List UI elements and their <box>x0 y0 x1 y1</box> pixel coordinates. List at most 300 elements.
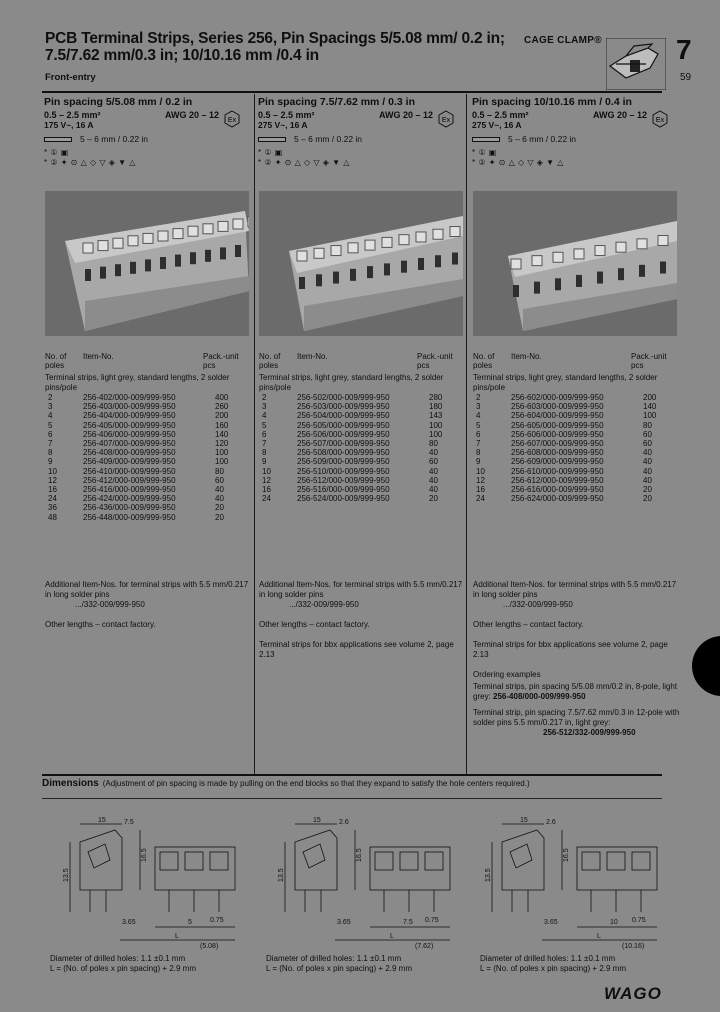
dimension-drawing-2 <box>275 812 475 952</box>
item-table-1 <box>45 352 250 522</box>
clamp-slot <box>235 245 241 257</box>
poles: 3 <box>262 402 267 412</box>
dim-offset: 0.75 <box>210 917 224 924</box>
poles: 12 <box>48 475 57 485</box>
clamp-slot <box>401 261 407 273</box>
table-row <box>45 457 250 466</box>
clamp-slot <box>639 265 645 277</box>
pack-unit: 20 <box>643 494 652 504</box>
item-no: 256-448/000-009/999-950 <box>83 512 176 522</box>
pack-unit: 280 <box>429 393 443 402</box>
rating: 175 V~, 16 A <box>44 120 94 130</box>
clamp-slot <box>145 259 151 271</box>
pack-unit: 20 <box>643 485 652 495</box>
clamp-lever <box>595 246 605 256</box>
pack-unit: 200 <box>643 393 657 402</box>
clamp-lever <box>348 243 358 253</box>
terminal-clamp-icon <box>606 38 666 90</box>
pack-unit: 180 <box>429 402 443 412</box>
strip-length-icon <box>258 137 286 142</box>
col-poles: No. of poles <box>473 352 495 370</box>
pack-unit: 40 <box>643 457 652 467</box>
dimensions-rule <box>42 774 662 776</box>
item-no: 256-609/000-009/999-950 <box>511 457 604 467</box>
poles: 48 <box>48 512 57 522</box>
dim-pitch: 10 <box>610 919 618 926</box>
table-row <box>473 457 678 466</box>
clamp-lever <box>233 219 243 229</box>
poles: 6 <box>262 429 267 439</box>
wire-range: 0.5 – 2.5 mm² <box>44 110 101 120</box>
col-poles: No. of poles <box>259 352 281 370</box>
poles: 2 <box>262 393 267 402</box>
approvals-line-1: * ① ▣ <box>44 148 69 157</box>
notes-column-2 <box>259 580 469 670</box>
pack-unit: 160 <box>215 420 229 430</box>
approvals-line-2: * ② ✦ ⊙ △ ◇ ▽ ◈ ▼ △ <box>472 158 564 167</box>
item-no: 256-409/000-009/999-950 <box>83 457 176 467</box>
ordering-example-1: Terminal strips, pin spacing 5/5.08 mm/0.2 in, 8-pole, light grey: <box>473 682 678 701</box>
dim-alt: (5.08) <box>200 943 219 950</box>
dimensions-underline <box>42 798 662 799</box>
poles: 8 <box>48 448 53 458</box>
poles: 8 <box>262 448 267 458</box>
item-no: 256-412/000-009/999-950 <box>83 475 176 485</box>
poles: 7 <box>48 439 53 449</box>
page-subtitle: Front-entry <box>45 72 96 83</box>
clamp-slot <box>452 253 458 265</box>
pack-unit: 80 <box>215 466 224 476</box>
poles: 6 <box>476 429 481 439</box>
pin-spacing-heading: Pin spacing 5/5.08 mm / 0.2 in <box>44 96 193 108</box>
clamp-slot <box>205 250 211 262</box>
approvals-line-2: * ② ✦ ⊙ △ ◇ ▽ ◈ ▼ △ <box>258 158 350 167</box>
pack-unit: 200 <box>215 411 229 421</box>
front-clamp <box>210 852 228 870</box>
length-formula: L = (No. of poles x pin spacing) + 2.9 mm <box>480 964 626 973</box>
dim-mid: 13.5 <box>63 868 70 882</box>
pack-unit: 260 <box>215 402 229 412</box>
dim-offset: 0.75 <box>632 917 646 924</box>
clamp-lever <box>188 226 198 236</box>
pack-unit: 40 <box>429 448 438 458</box>
notes-column-1 <box>45 580 255 640</box>
dim-height: 16.5 <box>356 848 363 862</box>
front-view <box>370 847 450 890</box>
poles: 10 <box>262 466 271 476</box>
strip-length: 5 – 6 mm / 0.22 in <box>80 134 149 144</box>
strip-length: 5 – 6 mm / 0.22 in <box>294 134 363 144</box>
table-row <box>259 439 464 448</box>
clamp-lever <box>399 235 409 245</box>
table-row <box>45 503 250 512</box>
item-no: 256-424/000-009/999-950 <box>83 494 176 504</box>
col-pack: Pack.-unit pcs <box>203 352 239 370</box>
clamp-lever <box>658 235 668 245</box>
dim-length-label: L <box>390 933 394 940</box>
table-row <box>259 430 464 439</box>
clamp-lever <box>98 241 108 251</box>
approvals-line-2: * ② ✦ ⊙ △ ◇ ▽ ◈ ▼ △ <box>44 158 136 167</box>
pack-unit: 20 <box>215 512 224 522</box>
clamp-slot <box>316 274 322 286</box>
clamp-slot <box>660 261 666 273</box>
ordering-title: Ordering examples <box>473 670 541 679</box>
clamp-lever <box>365 240 375 250</box>
table-row <box>45 476 250 485</box>
rating: 275 V~, 16 A <box>472 120 522 130</box>
pack-unit: 100 <box>429 420 443 430</box>
table-row <box>473 393 678 402</box>
ordering-code-1: 256-408/000-009/999-950 <box>493 692 586 701</box>
bbx-note: Terminal strips for bbx applications see volume 2, page 2.13 <box>473 640 668 659</box>
other-lengths-note: Other lengths – contact factory. <box>45 620 156 629</box>
poles: 16 <box>48 485 57 495</box>
pack-unit: 60 <box>429 457 438 467</box>
dimensions-title: Dimensions <box>42 778 99 789</box>
dim-pin: 3.65 <box>122 919 136 926</box>
ex-hexagon-icon <box>651 110 669 128</box>
pack-unit: 60 <box>643 429 652 439</box>
table-row <box>259 457 464 466</box>
item-no: 256-524/000-009/999-950 <box>297 494 390 504</box>
table-row <box>259 421 464 430</box>
item-no: 256-403/000-009/999-950 <box>83 402 176 412</box>
approvals-line-1: * ① ▣ <box>258 148 283 157</box>
front-view <box>155 847 235 890</box>
front-clamp <box>375 852 393 870</box>
pack-unit: 40 <box>215 494 224 504</box>
dim-alt: (10.16) <box>622 943 645 950</box>
poles: 16 <box>476 485 485 495</box>
table-row <box>45 448 250 457</box>
dim-height: 16.5 <box>141 848 148 862</box>
dim-pin: 3.65 <box>544 919 558 926</box>
pack-unit: 40 <box>643 475 652 485</box>
front-clamp <box>607 852 625 870</box>
clamp-slot <box>190 252 196 264</box>
column-divider <box>254 94 255 774</box>
other-lengths-note: Other lengths – contact factory. <box>259 620 370 629</box>
drill-note-3 <box>480 954 710 974</box>
strip-length-icon <box>44 137 72 142</box>
item-no: 256-502/000-009/999-950 <box>297 393 390 402</box>
table-row <box>45 485 250 494</box>
dimension-drawing-3 <box>482 812 682 952</box>
item-no: 256-509/000-009/999-950 <box>297 457 390 467</box>
table-description: Terminal strips, light grey, standard lengths, 2 solder pins/pole <box>259 373 444 392</box>
col-item: Item-No. <box>511 352 542 361</box>
poles: 3 <box>48 402 53 412</box>
awg-range: AWG 20 – 12 <box>592 110 647 120</box>
item-no: 256-503/000-009/999-950 <box>297 402 390 412</box>
pack-unit: 40 <box>643 448 652 458</box>
item-no: 256-408/000-009/999-950 <box>83 448 176 458</box>
pack-unit: 400 <box>215 393 229 402</box>
clamp-slot <box>115 264 121 276</box>
chapter-number: 7 <box>676 34 692 65</box>
additional-code: .../332-009/999-950 <box>75 600 145 609</box>
poles: 7 <box>262 439 267 449</box>
table-row <box>473 402 678 411</box>
pack-unit: 20 <box>429 494 438 504</box>
clamp-slot <box>618 268 624 280</box>
poles: 24 <box>476 494 485 504</box>
col-poles: No. of poles <box>45 352 67 370</box>
strip-length: 5 – 6 mm / 0.22 in <box>508 134 577 144</box>
clamp-slot <box>576 275 582 287</box>
front-clamp <box>160 852 178 870</box>
clamp-slot <box>100 267 106 279</box>
ex-hexagon-icon <box>437 110 455 128</box>
drill-diameter: Diameter of drilled holes: 1.1 ±0.1 mm <box>50 954 186 963</box>
product-photo-2 <box>259 191 463 336</box>
clamp-lever <box>382 237 392 247</box>
poles: 10 <box>476 466 485 476</box>
table-row <box>473 494 678 503</box>
table-row <box>45 402 250 411</box>
svg-text:Ex: Ex <box>227 117 237 124</box>
pack-unit: 120 <box>215 439 229 449</box>
approvals-line-1: * ① ▣ <box>472 148 497 157</box>
clamp-slot <box>418 258 424 270</box>
front-clamp <box>582 852 600 870</box>
clamp-outline <box>303 844 325 868</box>
clamp-slot <box>130 262 136 274</box>
item-no: 256-505/000-009/999-950 <box>297 420 390 430</box>
dim-length-label: L <box>597 933 601 940</box>
drill-note-2 <box>266 954 496 974</box>
strip-length-icon <box>472 137 500 142</box>
drill-note-1 <box>50 954 280 974</box>
pack-unit: 40 <box>643 466 652 476</box>
poles: 12 <box>262 475 271 485</box>
clamp-slot <box>160 257 166 269</box>
item-no: 256-410/000-009/999-950 <box>83 466 176 476</box>
svg-text:Ex: Ex <box>655 117 665 124</box>
pack-unit: 80 <box>643 420 652 430</box>
clamp-slot <box>220 247 226 259</box>
dim-side: 2.6 <box>339 819 349 826</box>
item-no: 256-402/000-009/999-950 <box>83 393 176 402</box>
clamp-lever <box>574 249 584 259</box>
length-formula: L = (No. of poles x pin spacing) + 2.9 mm <box>266 964 412 973</box>
item-no: 256-602/000-009/999-950 <box>511 393 604 402</box>
clamp-lever <box>553 252 563 262</box>
wire-range: 0.5 – 2.5 mm² <box>472 110 529 120</box>
item-no: 256-607/000-009/999-950 <box>511 439 604 449</box>
page-title: PCB Terminal Strips, Series 256, Pin Spacings 5/5.08 mm/ 0.2 in; 7.5/7.62 mm/0.3 in; 10/10.16 mm /0.4 in <box>45 30 505 64</box>
poles: 36 <box>48 503 57 513</box>
item-no: 256-406/000-009/999-950 <box>83 429 176 439</box>
ordering-code-2: 256-512/332-009/999-950 <box>543 728 636 737</box>
clamp-lever <box>218 221 228 231</box>
table-row <box>473 430 678 439</box>
poles: 12 <box>476 475 485 485</box>
table-row <box>45 467 250 476</box>
item-no: 256-510/000-009/999-950 <box>297 466 390 476</box>
clamp-lever <box>532 256 542 266</box>
page-number: 59 <box>680 72 692 83</box>
table-row <box>259 476 464 485</box>
other-lengths-note: Other lengths – contact factory. <box>473 620 584 629</box>
clamp-lever <box>128 236 138 246</box>
item-no: 256-516/000-009/999-950 <box>297 485 390 495</box>
table-row <box>259 393 464 402</box>
table-row <box>473 485 678 494</box>
additional-code: .../332-009/999-950 <box>503 600 573 609</box>
table-row <box>45 439 250 448</box>
item-no: 256-506/000-009/999-950 <box>297 429 390 439</box>
table-row <box>259 402 464 411</box>
item-no: 256-608/000-009/999-950 <box>511 448 604 458</box>
pack-unit: 40 <box>429 485 438 495</box>
clamp-slot <box>597 272 603 284</box>
product-photo-3 <box>473 191 677 336</box>
clamp-lever <box>297 251 307 261</box>
item-no: 256-612/000-009/999-950 <box>511 475 604 485</box>
clamp-lever <box>113 238 123 248</box>
item-no: 256-504/000-009/999-950 <box>297 411 390 421</box>
dim-offset: 0.75 <box>425 917 439 924</box>
clamp-slot <box>555 278 561 290</box>
pack-unit: 100 <box>215 448 229 458</box>
clamp-slot <box>350 269 356 281</box>
clamp-lever <box>637 239 647 249</box>
additional-note: Additional Item-Nos. for terminal strips with 5.5 mm/0.217 in long solder pins <box>45 580 249 599</box>
item-no: 256-606/000-009/999-950 <box>511 429 604 439</box>
additional-note: Additional Item-Nos. for terminal strips with 5.5 mm/0.217 in long solder pins <box>259 580 463 599</box>
pack-unit: 60 <box>215 475 224 485</box>
front-clamp <box>425 852 443 870</box>
dim-pin: 3.65 <box>337 919 351 926</box>
front-clamp <box>185 852 203 870</box>
col-pack: Pack.-unit pcs <box>631 352 667 370</box>
poles: 9 <box>48 457 53 467</box>
wire-range: 0.5 – 2.5 mm² <box>258 110 315 120</box>
dim-top: 15 <box>520 817 528 824</box>
dim-mid: 13.5 <box>278 868 285 882</box>
item-no: 256-416/000-009/999-950 <box>83 485 176 495</box>
poles: 2 <box>48 393 53 402</box>
clamp-slot <box>435 255 441 267</box>
clamp-lever <box>314 248 324 258</box>
dim-top: 15 <box>313 817 321 824</box>
poles: 5 <box>476 420 481 430</box>
pack-unit: 100 <box>215 457 229 467</box>
rating: 275 V~, 16 A <box>258 120 308 130</box>
ex-hexagon-icon <box>223 110 241 128</box>
drill-diameter: Diameter of drilled holes: 1.1 ±0.1 mm <box>480 954 616 963</box>
table-row <box>45 430 250 439</box>
table-row <box>473 448 678 457</box>
item-no: 256-604/000-009/999-950 <box>511 411 604 421</box>
poles: 5 <box>48 420 53 430</box>
col-item: Item-No. <box>297 352 328 361</box>
pack-unit: 100 <box>643 411 657 421</box>
clamp-slot <box>333 272 339 284</box>
pack-unit: 60 <box>643 439 652 449</box>
poles: 10 <box>48 466 57 476</box>
item-no: 256-507/000-009/999-950 <box>297 439 390 449</box>
pack-unit: 40 <box>429 466 438 476</box>
item-no: 256-512/000-009/999-950 <box>297 475 390 485</box>
item-no: 256-404/000-009/999-950 <box>83 411 176 421</box>
product-photo-1 <box>45 191 249 336</box>
table-row <box>473 467 678 476</box>
table-row <box>259 494 464 503</box>
front-view <box>577 847 657 890</box>
clamp-lever <box>143 233 153 243</box>
dimensions-header <box>42 778 662 789</box>
dim-side: 2.6 <box>546 819 556 826</box>
header-rule <box>42 91 662 93</box>
additional-note: Additional Item-Nos. for terminal strips with 5.5 mm/0.217 in long solder pins <box>473 580 677 599</box>
item-no: 256-436/000-009/999-950 <box>83 503 176 513</box>
dim-length-label: L <box>175 933 179 940</box>
poles: 7 <box>476 439 481 449</box>
table-row <box>45 393 250 402</box>
spec-column-3 <box>472 96 677 168</box>
dim-side: 7.5 <box>124 819 134 826</box>
poles: 8 <box>476 448 481 458</box>
dim-pitch: 5 <box>188 919 192 926</box>
table-row <box>45 494 250 503</box>
poles: 4 <box>262 411 267 421</box>
spec-column-1 <box>44 96 249 168</box>
svg-text:Ex: Ex <box>441 117 451 124</box>
clamp-lever <box>158 231 168 241</box>
clamp-outline <box>88 844 110 868</box>
table-row <box>45 411 250 420</box>
poles: 5 <box>262 420 267 430</box>
dim-top: 15 <box>98 817 106 824</box>
spec-column-2 <box>258 96 463 168</box>
table-row <box>473 421 678 430</box>
table-description: Terminal strips, light grey, standard lengths, 2 solder pins/pole <box>473 373 658 392</box>
item-table-2 <box>259 352 464 503</box>
clamp-lever <box>203 224 213 234</box>
item-no: 256-624/000-009/999-950 <box>511 494 604 504</box>
poles: 16 <box>262 485 271 495</box>
drill-diameter: Diameter of drilled holes: 1.1 ±0.1 mm <box>266 954 402 963</box>
clamp-lever <box>248 217 249 227</box>
poles: 9 <box>262 457 267 467</box>
table-row <box>259 448 464 457</box>
awg-range: AWG 20 – 12 <box>378 110 433 120</box>
bbx-note: Terminal strips for bbx applications see volume 2, page 2.13 <box>259 640 454 659</box>
clamp-lever <box>616 242 626 252</box>
item-no: 256-603/000-009/999-950 <box>511 402 604 412</box>
table-row <box>259 411 464 420</box>
dim-mid: 13.5 <box>485 868 492 882</box>
brand-label: CAGE CLAMP® <box>524 35 602 46</box>
clamp-lever <box>331 246 341 256</box>
pin-spacing-heading: Pin spacing 10/10.16 mm / 0.4 in <box>472 96 632 108</box>
pack-unit: 40 <box>429 475 438 485</box>
table-row <box>473 476 678 485</box>
notes-column-3 <box>473 580 683 748</box>
poles: 6 <box>48 429 53 439</box>
clamp-slot <box>534 282 540 294</box>
clamp-lever <box>416 232 426 242</box>
pack-unit: 40 <box>215 485 224 495</box>
dim-height: 16.5 <box>563 848 570 862</box>
clamp-lever <box>173 229 183 239</box>
col-pack: Pack.-unit pcs <box>417 352 453 370</box>
dimension-drawing-1 <box>60 812 260 952</box>
pin-spacing-heading: Pin spacing 7.5/7.62 mm / 0.3 in <box>258 96 415 108</box>
